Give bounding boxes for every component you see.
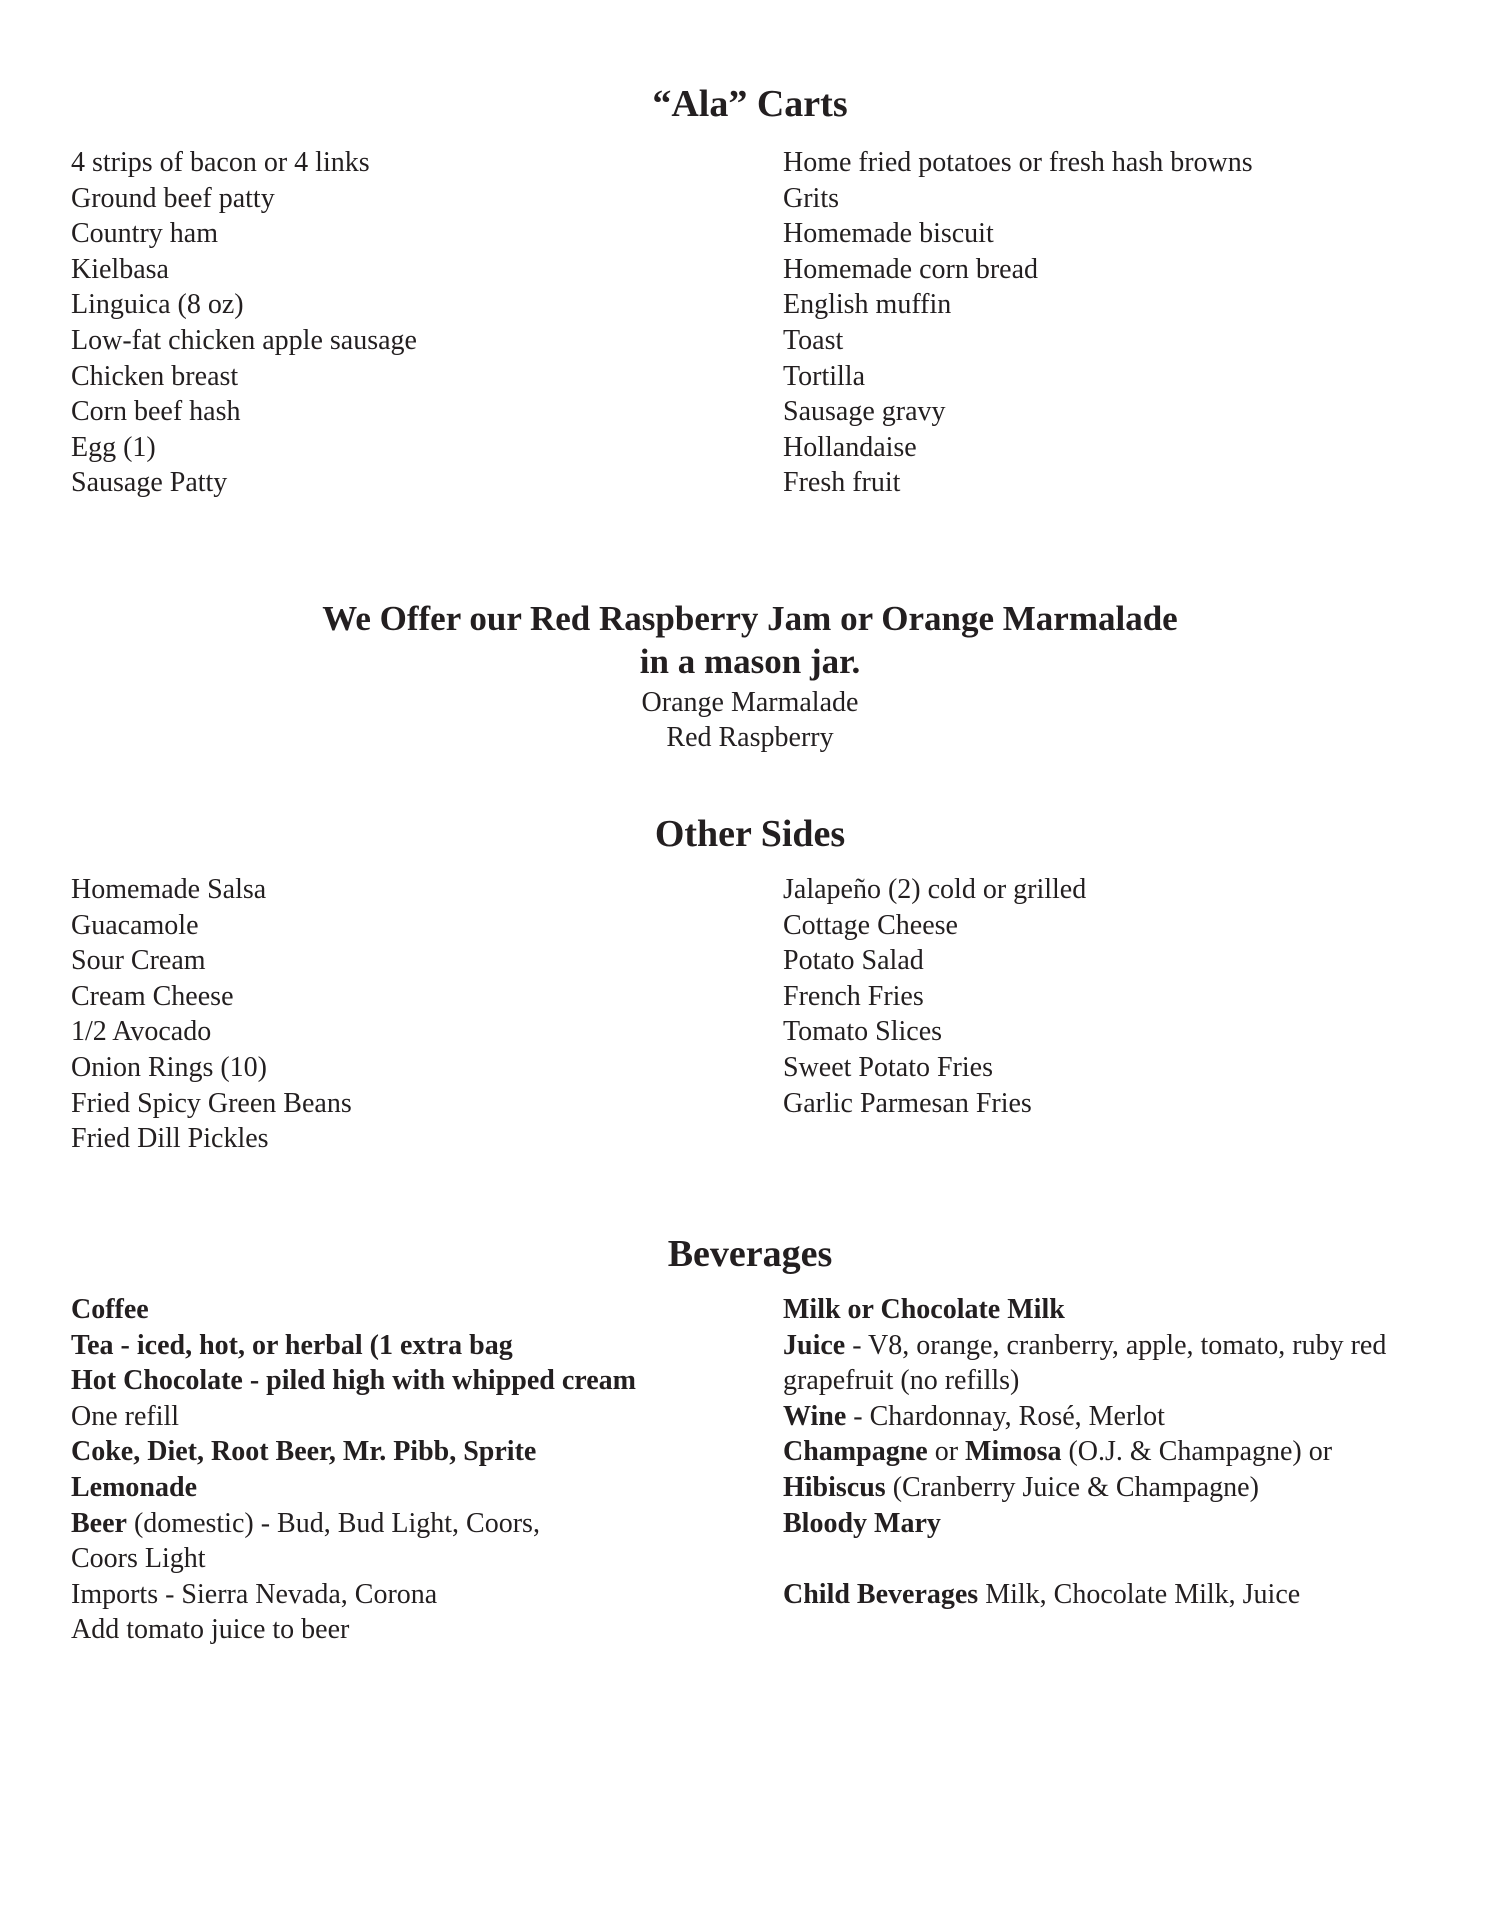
list-item: Home fried potatoes or fresh hash browns <box>783 147 1253 178</box>
ala-carts-title: “Ala” Carts <box>652 83 848 125</box>
list-item <box>783 1506 1443 1542</box>
list-item: Add tomato juice to beer <box>71 1614 350 1646</box>
list-item <box>71 1292 751 1328</box>
list-item: 1/2 Avocado <box>71 1016 212 1048</box>
beverage-child-detail: Milk, Chocolate Milk, Juice <box>978 1578 1301 1610</box>
beverage-or: or <box>927 1436 966 1468</box>
beverage-sodas: Coke, Diet, Root Beer, Mr. Pibb, Sprite <box>71 1436 537 1468</box>
list-item: Tomato Slices <box>783 1016 943 1048</box>
list-item: Ground beef patty <box>71 182 275 214</box>
list-item: Jalapeño (2) cold or grilled <box>783 874 1087 905</box>
list-item: Egg (1) <box>71 431 156 463</box>
list-item: Toast <box>783 324 844 356</box>
ala-carts-left-list <box>71 145 751 501</box>
beverage-tea: Tea - iced, hot, or herbal (1 extra bag <box>71 1329 513 1361</box>
list-item <box>783 1577 1443 1613</box>
jam-heading-line-1: We Offer our Red Raspberry Jam or Orange Marmalade <box>322 599 1178 638</box>
list-item: Garlic Parmesan Fries <box>783 1087 1032 1119</box>
jam-heading-line-2: in a mason jar. <box>639 642 861 681</box>
list-item: Kielbasa <box>71 253 169 285</box>
list-item: Linguica (8 oz) <box>71 289 244 321</box>
list-item: Fried Spicy Green Beans <box>71 1087 352 1119</box>
list-item <box>783 1328 1443 1399</box>
beverage-beer-label: Beer <box>71 1507 127 1539</box>
beverages-left-list <box>71 1292 751 1648</box>
beverage-milk: Milk or Chocolate Milk <box>783 1294 1065 1325</box>
list-item: Chicken breast <box>71 360 239 392</box>
beverage-juice-label: Juice <box>783 1329 846 1361</box>
jam-item: Orange Marmalade <box>641 687 859 718</box>
jam-section <box>0 597 1500 755</box>
list-item: Sausage Patty <box>71 467 228 499</box>
list-item: Hollandaise <box>783 431 917 463</box>
ala-carts-right-list <box>783 145 1443 501</box>
jam-item: Red Raspberry <box>666 722 834 753</box>
beverage-champagne-label: Champagne <box>783 1436 928 1468</box>
list-item: Cottage Cheese <box>783 909 958 941</box>
list-item: Low-fat chicken apple sausage <box>71 324 417 356</box>
list-item: Country ham <box>71 218 218 250</box>
list-item: Sausage gravy <box>783 396 946 428</box>
list-item <box>71 1506 751 1542</box>
beverage-beer-detail: (domestic) - Bud, Bud Light, Coors, <box>126 1507 540 1539</box>
list-item: Homemade biscuit <box>783 218 994 250</box>
list-item <box>783 1434 1443 1470</box>
other-sides-title: Other Sides <box>654 813 846 855</box>
list-item: Tortilla <box>783 360 866 392</box>
list-item: Coors Light <box>71 1543 206 1575</box>
beverage-lemonade: Lemonade <box>71 1471 197 1503</box>
list-item <box>71 1434 751 1470</box>
beverage-hibiscus-label: Hibiscus <box>783 1471 886 1503</box>
list-item <box>71 1363 751 1399</box>
list-item: Fried Dill Pickles <box>71 1123 269 1155</box>
beverage-wine-detail: - Chardonnay, Rosé, Merlot <box>846 1400 1165 1432</box>
beverage-hot-chocolate: Hot Chocolate - piled high with whipped cream <box>71 1365 636 1397</box>
beverage-juice-detail: - V8, orange, cranberry, apple, tomato, ruby red grapefruit (no refills) <box>783 1329 1387 1397</box>
beverage-hibiscus-detail: (Cranberry Juice & Champagne) <box>885 1471 1259 1503</box>
list-item: Grits <box>783 182 839 214</box>
other-sides-left-list <box>71 872 751 1157</box>
beverage-bloody-mary: Bloody Mary <box>783 1507 941 1539</box>
beverages-title: Beverages <box>667 1233 833 1275</box>
list-item: Corn beef hash <box>71 396 241 428</box>
beverage-child-label: Child Beverages <box>783 1578 979 1610</box>
list-item <box>783 1470 1443 1506</box>
beverages-right-list <box>783 1292 1443 1612</box>
other-sides-right-list <box>783 872 1443 1121</box>
list-item: Sweet Potato Fries <box>783 1051 993 1083</box>
list-item: Sour Cream <box>71 945 206 977</box>
beverage-mimosa-detail: (O.J. & Champagne) or <box>1061 1436 1333 1468</box>
list-item <box>71 1328 751 1364</box>
list-item <box>783 1292 1443 1328</box>
list-item: Homemade Salsa <box>71 874 267 905</box>
beverage-mimosa-label: Mimosa <box>965 1436 1062 1468</box>
list-item: Fresh fruit <box>783 467 901 499</box>
list-item <box>71 1470 751 1506</box>
beverage-coffee: Coffee <box>71 1294 149 1325</box>
list-item: Guacamole <box>71 909 199 941</box>
spacer <box>783 1541 1443 1577</box>
list-item: Homemade corn bread <box>783 253 1038 285</box>
list-item: Onion Rings (10) <box>71 1051 267 1083</box>
list-item: English muffin <box>783 289 952 321</box>
list-item: Cream Cheese <box>71 980 234 1012</box>
list-item: 4 strips of bacon or 4 links <box>71 147 370 178</box>
list-item: Imports - Sierra Nevada, Corona <box>71 1578 438 1610</box>
list-item <box>783 1399 1443 1435</box>
list-item: French Fries <box>783 980 924 1012</box>
list-item: One refill <box>71 1400 180 1432</box>
list-item: Potato Salad <box>783 945 924 977</box>
beverage-wine-label: Wine <box>783 1400 847 1432</box>
